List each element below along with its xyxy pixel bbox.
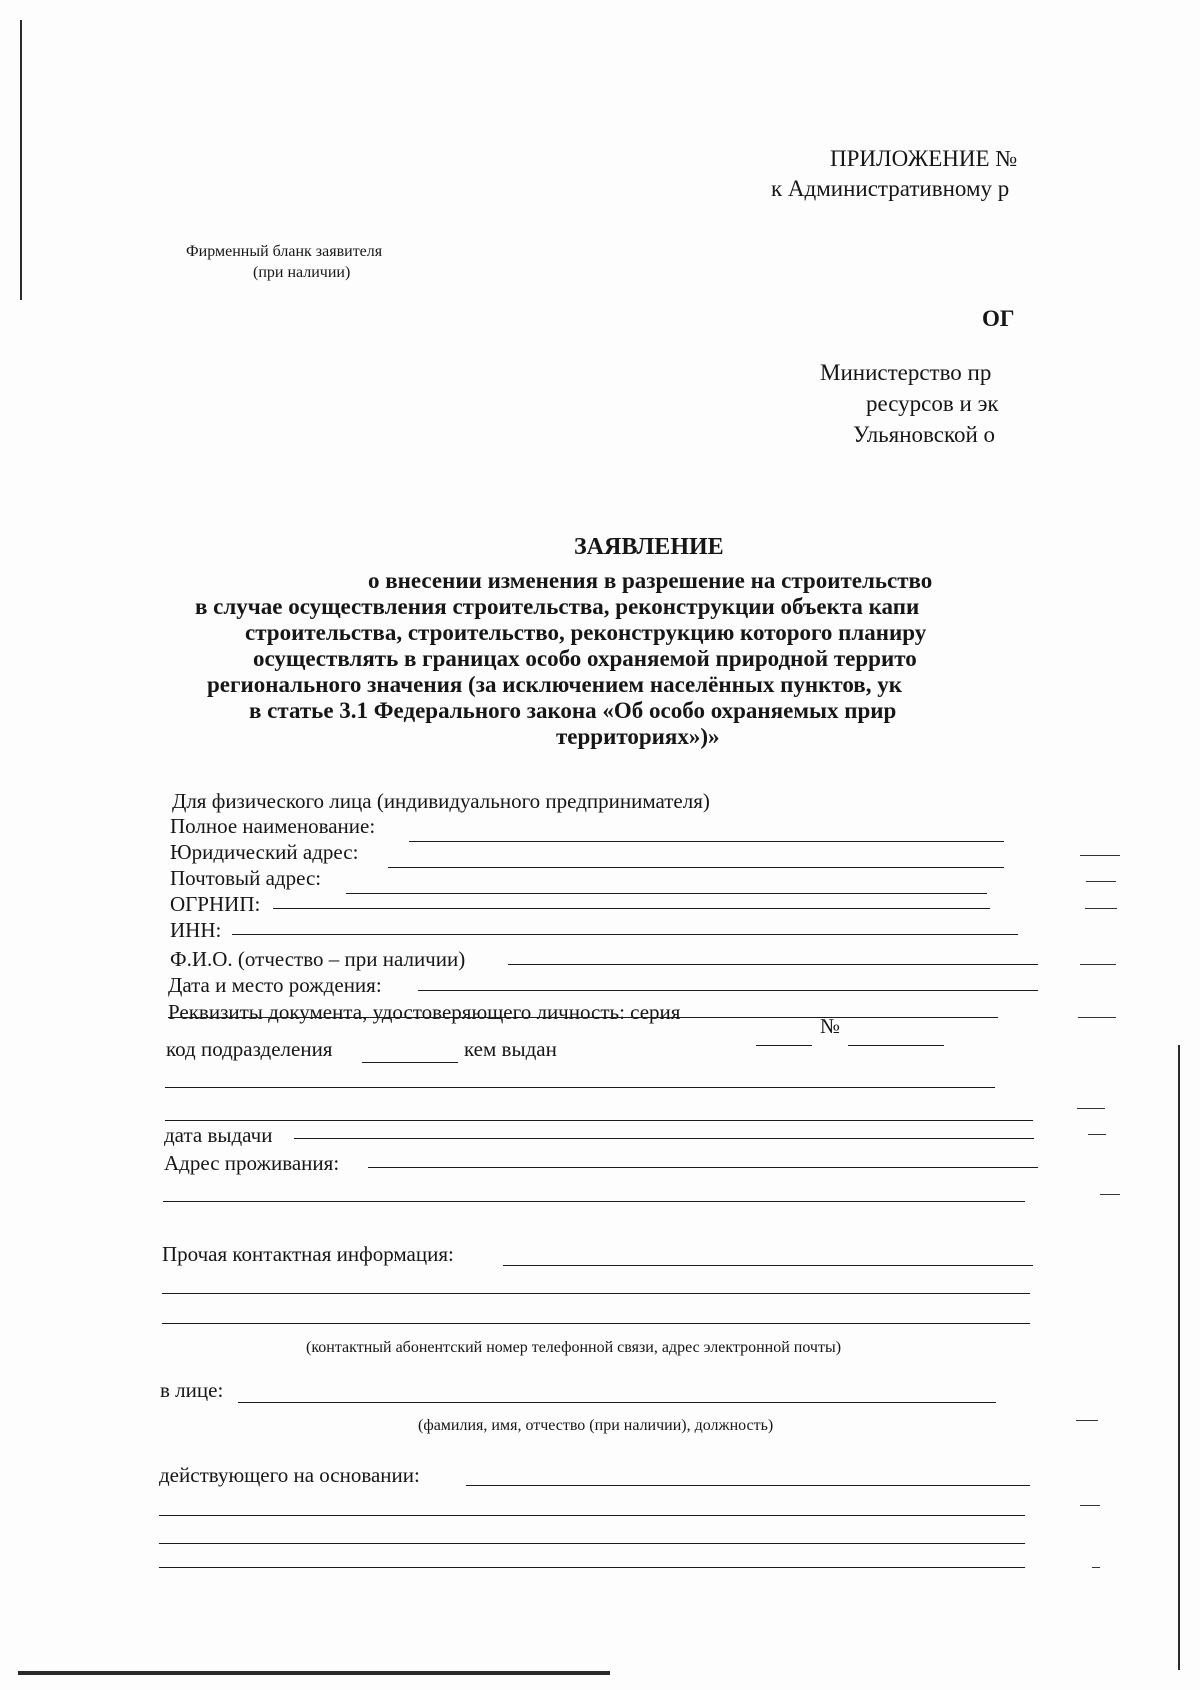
other-contacts-field-3[interactable]: [162, 1323, 1030, 1324]
title-line-7: территориях»)»: [556, 724, 720, 749]
field-tail-fragment: [1080, 855, 1120, 856]
issued-by-field-1[interactable]: [165, 1087, 995, 1088]
postal-address-field[interactable]: [346, 893, 987, 894]
field-tail-fragment: [1092, 1567, 1100, 1568]
division-code-field[interactable]: [362, 1062, 458, 1063]
ogrnip-field[interactable]: [273, 908, 990, 909]
inn-field[interactable]: [232, 934, 1018, 935]
other-contacts-label: Прочая контактная информация:: [162, 1242, 454, 1266]
issued-by-field-2[interactable]: [165, 1120, 1033, 1121]
title-line-6: в статье 3.1 Федерального закона «Об особо охраняемых прир: [249, 698, 897, 723]
full-name-label: Полное наименование:: [170, 814, 376, 838]
residence-address-label: Адрес проживания:: [164, 1151, 340, 1175]
id-number-field[interactable]: [848, 1045, 944, 1046]
represented-by-hint: (фамилия, имя, отчество (при наличии), должность): [418, 1417, 774, 1434]
regulation-reference: к Административному р: [771, 176, 1010, 201]
other-contacts-field-1[interactable]: [503, 1265, 1033, 1266]
ogrnip-label: ОГРНИП:: [170, 892, 261, 916]
letterhead-note: Фирменный бланк заявителя: [186, 243, 383, 260]
title-line-4: осуществлять в границах особо охраняемой природной террито: [253, 646, 917, 671]
basis-field-2[interactable]: [159, 1515, 1025, 1516]
field-tail-fragment: [1100, 1194, 1120, 1195]
postal-address-label: Почтовый адрес:: [170, 866, 322, 890]
legal-address-label: Юридический адрес:: [170, 840, 359, 864]
appendix-heading: ПРИЛОЖЕНИЕ №: [830, 146, 1018, 171]
fio-label: Ф.И.О. (отчество – при наличии): [170, 947, 466, 971]
field-tail-fragment: [1078, 1017, 1116, 1018]
field-tail-fragment: [1080, 1505, 1100, 1506]
fio-field[interactable]: [508, 964, 1038, 965]
field-tail-fragment: [1085, 908, 1117, 909]
title-line-3: строительства, строительство, реконструкцию которого планиру: [245, 620, 927, 645]
basis-field-4[interactable]: [159, 1567, 1025, 1568]
number-sign: №: [820, 1014, 841, 1038]
residence-address-field-1[interactable]: [368, 1167, 1038, 1168]
id-doc-line[interactable]: [168, 1017, 998, 1018]
contacts-hint: (контактный абонентский номер телефонной связи, адрес электронной почты): [306, 1339, 842, 1356]
applicant-type-heading: Для физического лица (индивидуального предпринимателя): [172, 789, 710, 813]
scan-edge-right: [1178, 1045, 1180, 1670]
issued-by-label: кем выдан: [464, 1037, 557, 1061]
issue-date-label: дата выдачи: [164, 1123, 273, 1147]
document-title: ЗАЯВЛЕНИЕ: [574, 534, 724, 560]
recipient-line-1: Министерство пр: [820, 360, 992, 385]
birth-date-place-label: Дата и место рождения:: [168, 973, 382, 997]
represented-by-field[interactable]: [238, 1402, 996, 1403]
letterhead-note-optional: (при наличии): [253, 264, 351, 281]
field-tail-fragment: [1086, 881, 1116, 882]
id-document-label: Реквизиты документа, удостоверяющего личность: серия: [168, 1000, 681, 1024]
inn-label: ИНН:: [170, 918, 222, 942]
basis-field-1[interactable]: [466, 1485, 1030, 1486]
id-series-field[interactable]: [756, 1045, 812, 1046]
issue-date-field[interactable]: [294, 1138, 1034, 1139]
field-tail-fragment: [1080, 964, 1116, 965]
scan-edge-bottom: [18, 1671, 610, 1675]
basis-field-3[interactable]: [159, 1543, 1025, 1544]
title-line-2: в случае осуществления строительства, реконструкции объекта капи: [195, 594, 920, 619]
field-tail-fragment: [1077, 1108, 1105, 1109]
field-tail-fragment: [1076, 1420, 1098, 1421]
stamp-text: ОГ: [982, 306, 1015, 331]
division-code-label: код подразделения: [166, 1037, 333, 1061]
scan-edge-left: [20, 20, 22, 300]
field-tail-fragment: [1088, 1134, 1106, 1135]
represented-by-label: в лице:: [160, 1378, 224, 1402]
basis-label: действующего на основании:: [159, 1463, 420, 1487]
other-contacts-field-2[interactable]: [162, 1293, 1030, 1294]
residence-address-field-2[interactable]: [163, 1201, 1025, 1202]
title-line-5: регионального значения (за исключением населённых пунктов, ук: [207, 672, 902, 697]
birth-date-place-field[interactable]: [418, 990, 1038, 991]
title-line-1: о внесении изменения в разрешение на строительство: [368, 568, 933, 593]
full-name-field[interactable]: [409, 841, 1004, 842]
recipient-line-2: ресурсов и эк: [866, 391, 999, 416]
legal-address-field[interactable]: [388, 867, 1004, 868]
recipient-line-3: Ульяновской о: [853, 422, 996, 447]
